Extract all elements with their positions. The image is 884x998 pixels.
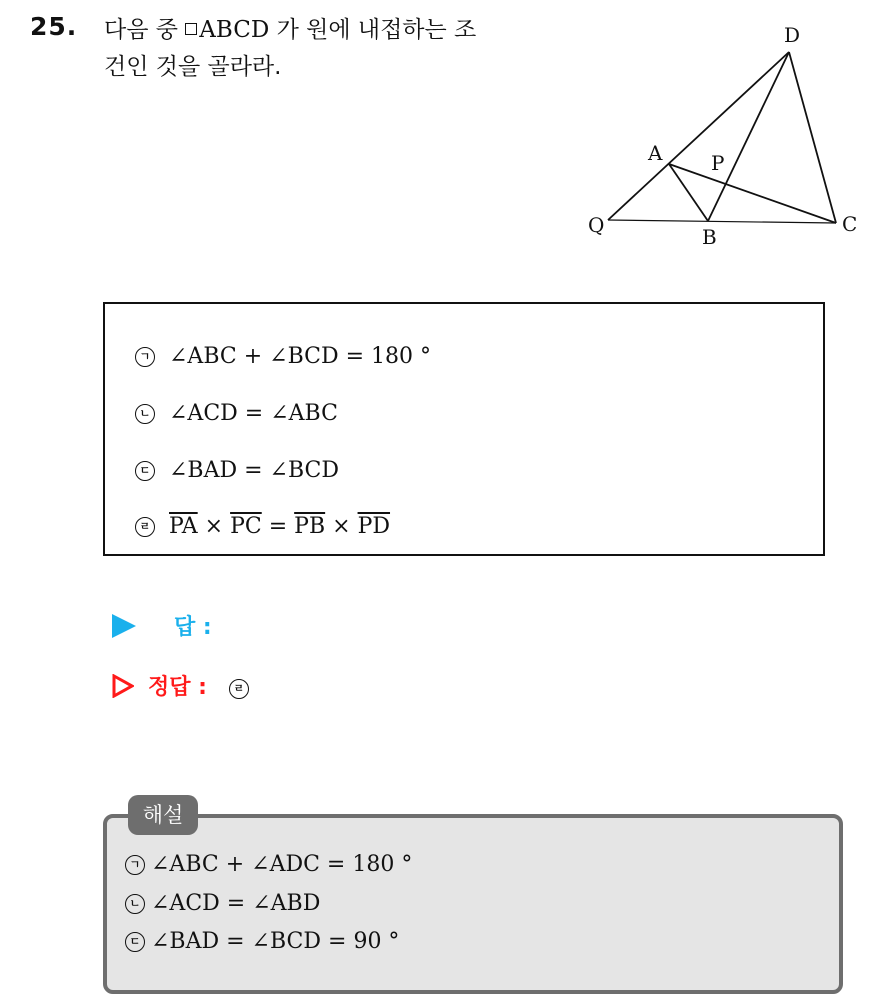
solution-text: ∠ACD = ∠ABD: [151, 891, 321, 916]
option-marker: ㄹ: [135, 517, 155, 537]
segment-PA: $\overline{PA}$: [169, 514, 198, 539]
solution-text: ∠ABC + ∠ADC = 180 °: [151, 852, 413, 877]
segment-PD: $\overline{PD}$: [357, 514, 391, 539]
solution-line-2: [125, 891, 320, 916]
segment-DC: [789, 52, 836, 223]
segment-AB: [669, 164, 708, 221]
geometry-figure: [580, 18, 870, 258]
square-symbol: [185, 23, 197, 35]
correct-answer-value: [229, 673, 249, 699]
label-A: A: [648, 141, 663, 165]
segment-PC: $\overline{PC}$: [230, 514, 262, 539]
option-text: ∠ACD = ∠ABC: [169, 401, 338, 426]
solution-marker: ㄴ: [125, 894, 145, 914]
question-text: [104, 12, 534, 86]
quadrilateral-name: ABCD: [199, 17, 270, 43]
option-4: [135, 514, 390, 539]
segment-QD: [608, 52, 789, 220]
label-Q: Q: [588, 213, 605, 237]
solution-tag: 해설: [128, 795, 198, 835]
solution-marker: ㄱ: [125, 855, 145, 875]
question-text-part2: 가 원에 내접하는 조: [269, 17, 477, 43]
solution-marker: ㄷ: [125, 932, 145, 952]
label-B: B: [702, 225, 717, 249]
segment-DB: [708, 52, 789, 221]
solution-text: ∠BAD = ∠BCD = 90 °: [151, 929, 400, 954]
correct-answer-label: 정답 :: [148, 675, 207, 700]
option-3: [135, 458, 339, 483]
correct-answer-marker: ㄹ: [229, 679, 249, 699]
option-marker: ㄱ: [135, 347, 155, 367]
question-number: 25.: [30, 12, 78, 41]
segment-QC: [608, 220, 836, 223]
answer-arrow-icon: [112, 614, 136, 638]
segment-AC: [669, 164, 836, 223]
segment-PB: $\overline{PB}$: [294, 514, 326, 539]
question-text-line2: 건인 것을 골라라.: [104, 54, 282, 80]
times-sign: ×: [197, 514, 231, 539]
times-sign: ×: [325, 514, 358, 539]
option-text: ∠ABC + ∠BCD = 180 °: [169, 344, 432, 369]
equals-sign: =: [261, 514, 295, 539]
option-1: [135, 344, 431, 369]
question-text-part1: 다음 중: [104, 17, 186, 43]
answer-label: 답 :: [174, 615, 212, 640]
answer-row: [112, 610, 212, 641]
solution-line-3: [125, 929, 399, 954]
option-text: ∠BAD = ∠BCD: [169, 458, 340, 483]
correct-answer-row: [112, 670, 249, 701]
solution-line-1: [125, 852, 412, 877]
options-box: [103, 302, 825, 556]
option-2: [135, 401, 338, 426]
label-C: C: [842, 212, 858, 236]
option-marker: ㄷ: [135, 461, 155, 481]
option-marker: ㄴ: [135, 404, 155, 424]
correct-answer-arrow-icon: [112, 674, 134, 698]
label-D: D: [784, 23, 801, 47]
label-P: P: [711, 151, 725, 175]
